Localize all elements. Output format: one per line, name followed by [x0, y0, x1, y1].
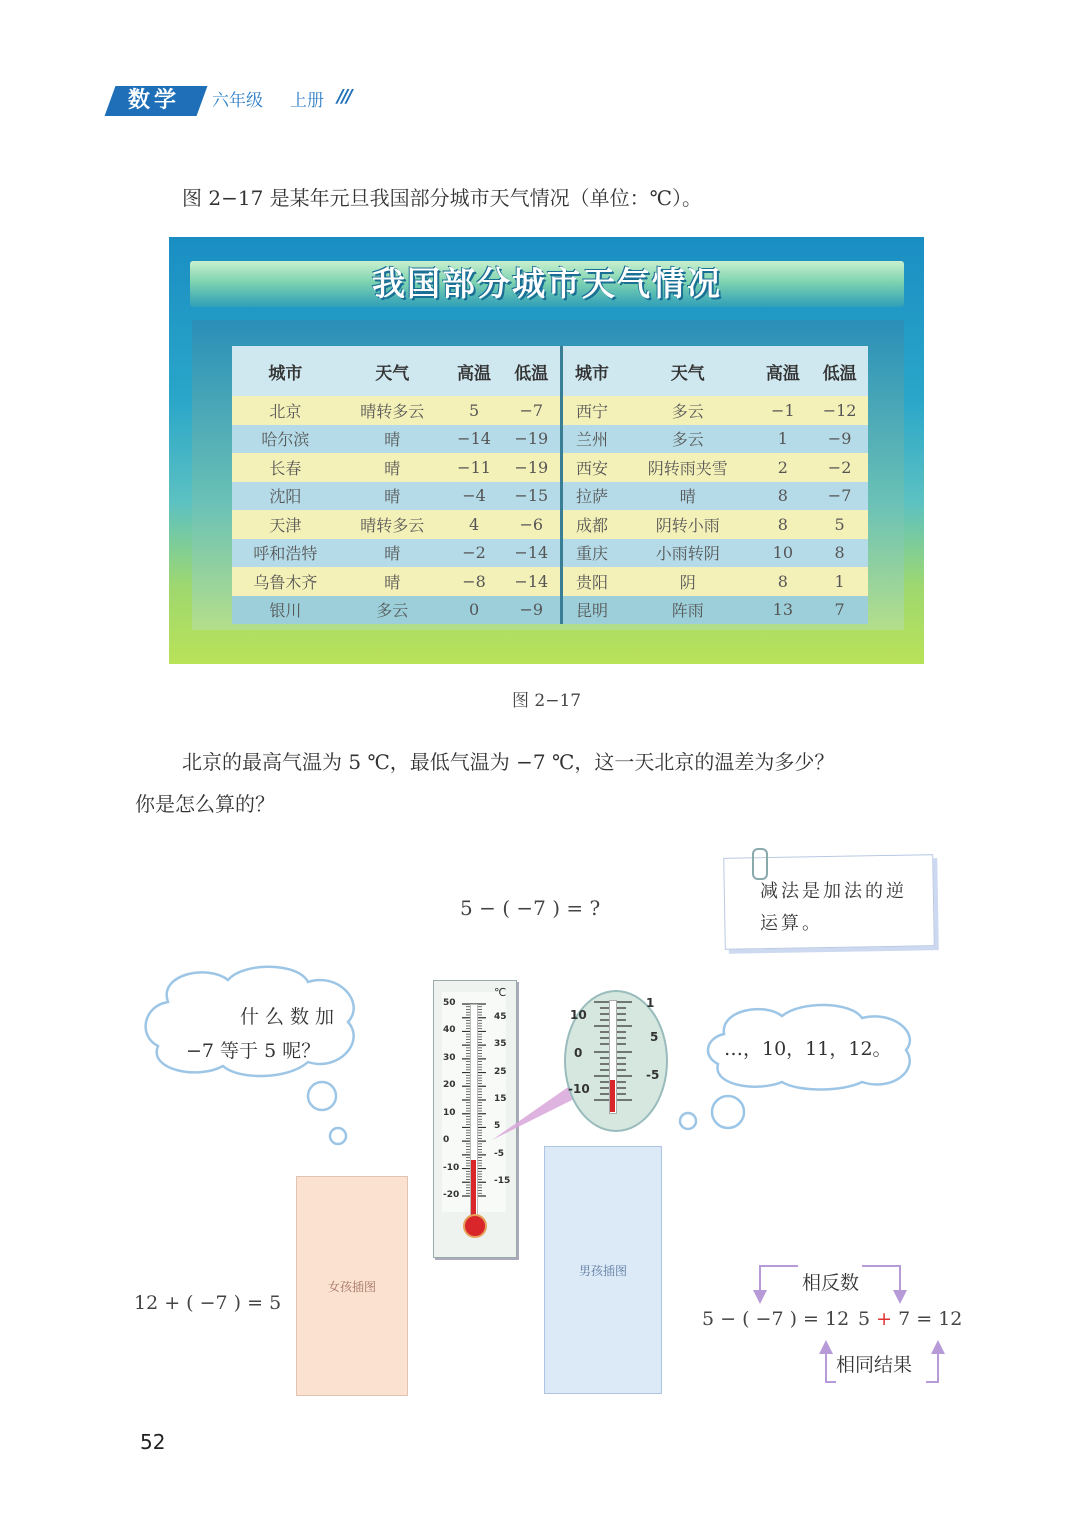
girl-illustration: 女孩插图: [296, 1176, 408, 1396]
weather-table-cell: 晴: [339, 425, 446, 454]
weather-table-cell: 银川: [232, 596, 339, 625]
weather-table-cell: −4: [446, 482, 503, 511]
weather-table-cell: −7: [502, 396, 561, 425]
weather-table-header-cell: 高温: [754, 346, 811, 396]
right-equation-2-a: 5: [858, 1308, 877, 1330]
thermometer-right-label: -5: [494, 1148, 504, 1159]
right-equation-2: [858, 1308, 962, 1330]
weather-table-cell: −19: [502, 425, 561, 454]
weather-table-cell: −9: [502, 596, 561, 625]
zoom-label-1: 1: [646, 996, 655, 1010]
thermometer-mercury: [471, 1160, 476, 1218]
weather-table-header-cell: 高温: [446, 346, 503, 396]
weather-table-cell: 晴: [339, 482, 446, 511]
weather-table-body: [232, 396, 868, 624]
weather-table-cell: 晴: [339, 539, 446, 568]
left-equation: 12 + ( −7 ) = 5: [134, 1292, 282, 1314]
thermometer-right-label: 25: [494, 1066, 507, 1077]
thermometer-left-label: 0: [443, 1135, 450, 1146]
weather-table-row: [232, 425, 868, 454]
header-volume: 上册: [290, 91, 324, 111]
weather-table-cell: 长春: [232, 453, 339, 482]
weather-table-cell: 乌鲁木齐: [232, 567, 339, 596]
weather-table-cell: 阵雨: [621, 596, 755, 625]
weather-table-cell: 兰州: [562, 425, 621, 454]
weather-table-cell: 阴: [621, 567, 755, 596]
weather-table-cell: 0: [446, 596, 503, 625]
weather-table-cell: 西安: [562, 453, 621, 482]
boy-illustration: 男孩插图: [544, 1146, 662, 1394]
weather-table-cell: 成都: [562, 510, 621, 539]
weather-table-cell: 多云: [621, 425, 755, 454]
weather-table-cell: 西宁: [562, 396, 621, 425]
weather-table-cell: −14: [446, 425, 503, 454]
weather-table-header-cell: 城市: [232, 346, 339, 396]
weather-table-cell: −19: [502, 453, 561, 482]
right-equation-1: 5 − ( −7 ) = 12: [702, 1308, 850, 1330]
weather-table-cell: 沈阳: [232, 482, 339, 511]
weather-table-header-cell: 城市: [562, 346, 621, 396]
weather-table-cell: 8: [754, 510, 811, 539]
weather-table-cell: −11: [446, 453, 503, 482]
weather-table-cell: 2: [754, 453, 811, 482]
thermometer-left-label: 20: [443, 1080, 456, 1091]
weather-table-row: [232, 567, 868, 596]
weather-table-cell: 1: [754, 425, 811, 454]
question-line-2: 你是怎么算的？: [135, 792, 275, 816]
thermometer-right-label: 35: [494, 1039, 507, 1050]
weather-table-header-cell: 低温: [502, 346, 561, 396]
right-equation-2-b: 7 = 12: [892, 1308, 963, 1330]
weather-figure-title: 我国部分城市天气情况: [372, 264, 722, 303]
zoom-label-neg10: -10: [568, 1082, 590, 1096]
right-thought-dots: [676, 1092, 750, 1136]
thermometer-left-label: 50: [443, 998, 456, 1008]
weather-table-cell: −8: [446, 567, 503, 596]
weather-table-row: [232, 510, 868, 539]
thermometer-right-label: 15: [494, 1094, 507, 1104]
header-subject: 数学: [128, 88, 181, 113]
weather-table-cell: 天津: [232, 510, 339, 539]
weather-table-cell: 小雨转阴: [621, 539, 755, 568]
thermometer-right-label: -15: [494, 1176, 511, 1187]
weather-table-cell: 7: [811, 596, 868, 625]
left-thought-dots: [300, 1080, 360, 1146]
zoom-label-10: 10: [570, 1008, 587, 1022]
page-number: 52: [140, 1430, 166, 1454]
weather-table-cell: 晴转多云: [339, 510, 446, 539]
left-bubble-line-1: 什么数加: [240, 1006, 341, 1028]
weather-table-cell: 5: [446, 396, 503, 425]
thermometer-left-label: -20: [443, 1190, 460, 1200]
figure-caption: 图 2−17: [512, 691, 582, 711]
weather-table-cell: 8: [811, 539, 868, 568]
weather-table-row: [232, 453, 868, 482]
weather-table-cell: −14: [502, 539, 561, 568]
question-line-1: 北京的最高气温为 5 ℃，最低气温为 −7 ℃，这一天北京的温差为多少？: [182, 750, 835, 774]
plus-sign: +: [876, 1308, 893, 1330]
weather-table-cell: −9: [811, 425, 868, 454]
zoom-label-neg5: -5: [646, 1068, 660, 1082]
thermometer-left-label: 40: [443, 1025, 456, 1036]
weather-table-cell: 晴: [339, 453, 446, 482]
weather-table-cell: 5: [811, 510, 868, 539]
note-text: 减法是加法的逆运算。: [760, 881, 907, 934]
zoom-label-0: 0: [574, 1046, 583, 1060]
weather-table-cell: 拉萨: [562, 482, 621, 511]
weather-table-row: [232, 539, 868, 568]
weather-table-cell: 多云: [621, 396, 755, 425]
weather-table-cell: −1: [754, 396, 811, 425]
weather-table-row: [232, 596, 868, 625]
weather-table-cell: 阴转小雨: [621, 510, 755, 539]
header-grade: 六年级: [212, 91, 263, 111]
thermometer-right-label: 5: [494, 1121, 501, 1132]
zoom-mercury: [610, 1080, 615, 1112]
weather-table-cell: −14: [502, 567, 561, 596]
weather-table-cell: 晴: [339, 567, 446, 596]
weather-table-cell: 哈尔滨: [232, 425, 339, 454]
thermometer-right-label: 45: [494, 1011, 507, 1022]
weather-table-cell: 北京: [232, 396, 339, 425]
weather-table-header: [232, 346, 868, 396]
weather-table-cell: 8: [754, 567, 811, 596]
thermometer-left-label: 10: [443, 1107, 456, 1118]
weather-table-cell: 阴转雨夹雪: [621, 453, 755, 482]
weather-table-cell: −2: [811, 453, 868, 482]
intro-text: 图 2−17 是某年元旦我国部分城市天气情况（单位：℃）。: [182, 186, 703, 210]
weather-table-cell: 8: [754, 482, 811, 511]
weather-table-cell: 晴: [621, 482, 755, 511]
weather-table-header-cell: 天气: [339, 346, 446, 396]
weather-table-cell: −2: [446, 539, 503, 568]
main-equation: 5 − ( −7 ) = ?: [460, 896, 601, 920]
opposite-number-label: 相反数: [802, 1272, 860, 1294]
thermometer-bulb: [463, 1214, 487, 1238]
weather-table-cell: 多云: [339, 596, 446, 625]
weather-table-row: [232, 482, 868, 511]
weather-table-cell: 4: [446, 510, 503, 539]
weather-table-cell: −6: [502, 510, 561, 539]
weather-table-cell: 昆明: [562, 596, 621, 625]
thermometer-left-label: -10: [443, 1162, 460, 1173]
weather-table-cell: −15: [502, 482, 561, 511]
weather-table-cell: 10: [754, 539, 811, 568]
weather-table-cell: 1: [811, 567, 868, 596]
same-result-label: 相同结果: [836, 1354, 913, 1376]
weather-table-row: [232, 396, 868, 425]
weather-table-header-cell: 天气: [621, 346, 755, 396]
weather-table-cell: 13: [754, 596, 811, 625]
weather-table-cell: −12: [811, 396, 868, 425]
thermometer-left-label: 30: [443, 1052, 456, 1063]
weather-table-cell: 重庆: [562, 539, 621, 568]
weather-table-header-cell: 低温: [811, 346, 868, 396]
thermometer-unit: ℃: [494, 986, 507, 999]
weather-table: [232, 346, 868, 624]
right-bubble-text: …，10，11，12。: [724, 1038, 892, 1060]
zoom-label-5: 5: [650, 1030, 659, 1044]
weather-table-cell: 贵阳: [562, 567, 621, 596]
weather-table-cell: −7: [811, 482, 868, 511]
weather-table-cell: 呼和浩特: [232, 539, 339, 568]
header-slash-mark: ///: [337, 86, 351, 107]
left-bubble-line-2: −7 等于 5 呢？: [186, 1040, 321, 1062]
weather-table-cell: 晴转多云: [339, 396, 446, 425]
